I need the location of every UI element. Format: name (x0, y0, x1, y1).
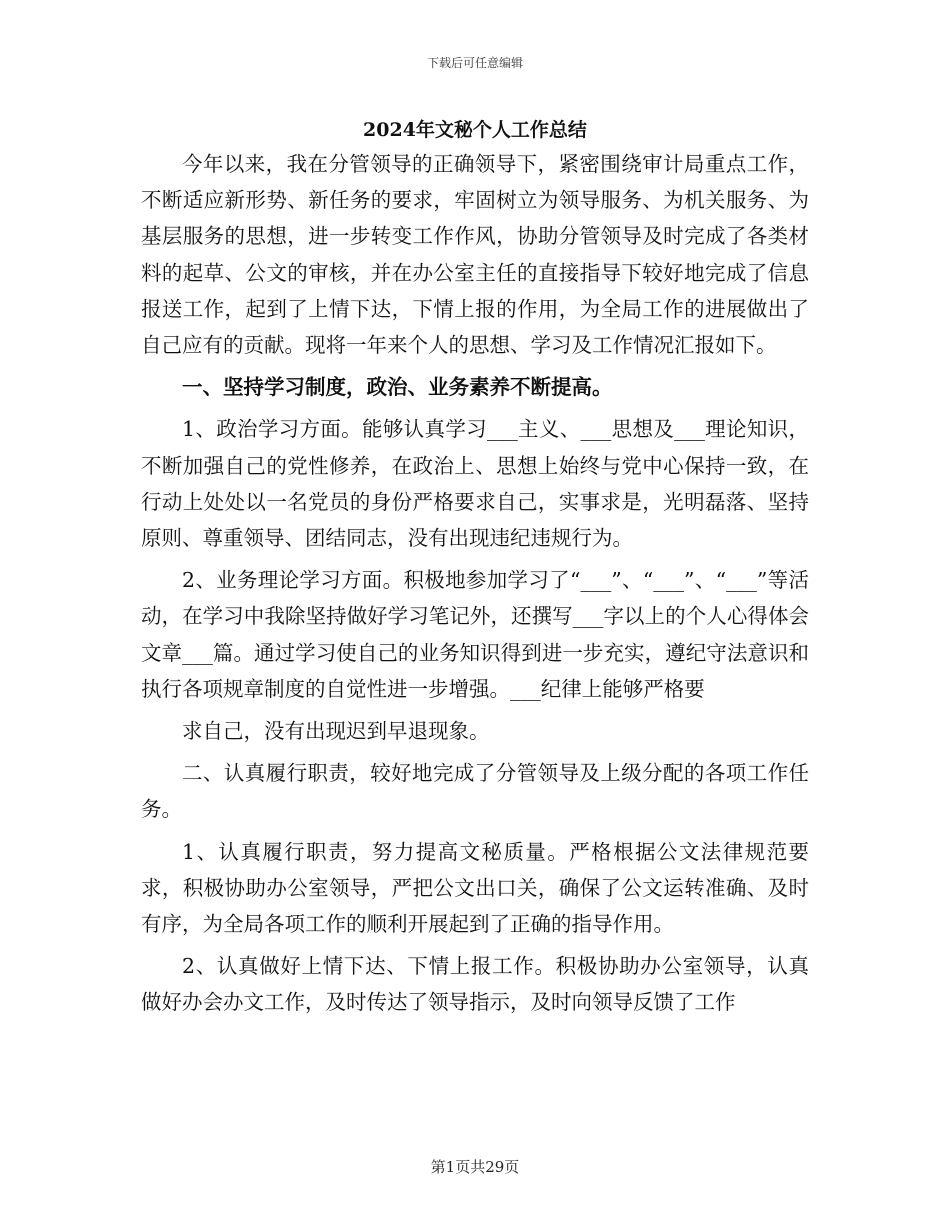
section-heading-2: 二、认真履行职责，较好地完成了分管领导及上级分配的各项工作任务。 (141, 761, 809, 822)
document-body (141, 146, 809, 1021)
paragraph-intro: 今年以来，我在分管领导的正确领导下，紧密围绕审计局重点工作，不断适应新形势、新任务的要求，牢固树立为领导服务、为机关服务、为基层服务的思想，进一步转变工作作风，协助分管领导及时完成了各类材料的起草、公文的审核，并在办公室主任的直接指导下较好地完成了信息报送工作，起到了上情下达，下情上报的作用，为全局工作的进展做出了自己应有的贡献。现将一年来个人的思想、学习及工作情况汇报如下。 (141, 152, 809, 358)
document-title: 2024年文秘个人工作总结 (363, 119, 587, 141)
paragraph-duties: 1、认真履行职责，努力提高文秘质量。严格根据公文法律规范要求，积极协助办公室领导，严把公文出口关，确保了公文运转准确、及时有序，为全局各项工作的顺利开展起到了正确的指导作用。 (141, 839, 809, 937)
section-heading-1: 一、坚持学习制度，政治、业务素养不断提高。 (182, 375, 613, 400)
paragraph-continuation: 求自己，没有出现迟到早退现象。 (182, 719, 490, 744)
page-number: 第1页共29页 (430, 1158, 520, 1176)
header-note: 下载后可任意编辑 (426, 56, 523, 70)
paragraph-business-study: 2、业务理论学习方面。积极地参加学习了“___”、“___”、“___”等活动，在学习中我除坚持做好学习笔记外，还撰写___字以上的个人心得体会文章___篇。通过学习使自己的业务知识得到进一步充实，遵纪守法意识和执行各项规章制度的自觉性进一步增强。___纪律上能够严格要 (141, 568, 809, 701)
paragraph-reporting: 2、认真做好上情下达、下情上报工作。积极协助办公室领导，认真做好办会办文工作，及时传达了领导指示，及时向领导反馈了工作 (141, 954, 809, 1015)
paragraph-political-study: 1、政治学习方面。能够认真学习___主义、___思想及___理论知识，不断加强自己的党性修养，在政治上、思想上始终与党中心保持一致，在行动上处处以一名党员的身份严格要求自己，实事求是，光明磊落、坚持原则、尊重领导、团结同志，没有出现违纪违规行为。 (141, 417, 809, 551)
